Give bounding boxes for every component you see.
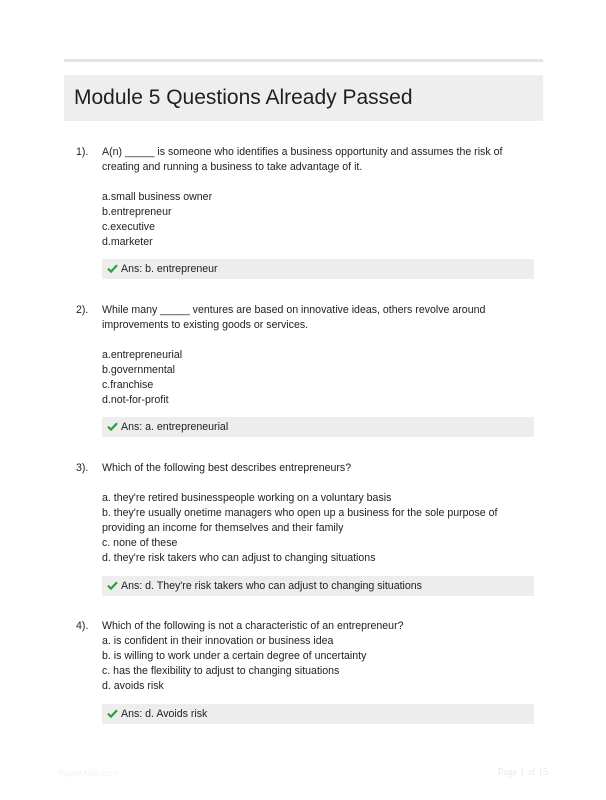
- question-text: Which of the following best describes entrepreneurs?: [102, 462, 352, 474]
- answer-box-1: [102, 259, 534, 279]
- question-text: While many _____ ventures are based on innovative ideas, others revolve around improvements to existing goods or services.: [102, 304, 486, 331]
- question-number: 4).: [76, 620, 89, 632]
- option-b: b.governmental: [102, 364, 176, 376]
- question-number: 3).: [76, 462, 89, 474]
- option-list: [102, 634, 536, 694]
- footer-watermark: PaperXBit.com: [58, 768, 119, 778]
- question-text: A(n) _____ is someone who identifies a business opportunity and assumes the risk of creating and running a business to take advantage of it.: [102, 146, 503, 173]
- option-list: [102, 491, 536, 566]
- option-c: c.franchise: [102, 379, 154, 391]
- title-banner: [64, 75, 543, 121]
- option-c: c. has the flexibility to adjust to changing situations: [102, 665, 340, 677]
- top-divider: [64, 59, 543, 62]
- answer-box-4: [102, 704, 534, 724]
- option-a: a.entrepreneurial: [102, 349, 183, 361]
- answer-box-3: [102, 576, 534, 596]
- option-b: b. they're usually onetime managers who open up a business for the sole purpose of providing an income for themselves and their family: [102, 507, 498, 534]
- option-c: c. none of these: [102, 537, 178, 549]
- answer-text: Ans: d. They're risk takers who can adjust to changing situations: [121, 580, 422, 592]
- answer-box-2: [102, 417, 534, 437]
- option-d: d. avoids risk: [102, 680, 164, 692]
- option-c: c.executive: [102, 221, 155, 233]
- page-number: Page 1 of 15: [497, 767, 548, 778]
- question-body: [102, 461, 536, 566]
- option-d: d. they're risk takers who can adjust to changing situations: [102, 552, 376, 564]
- check-icon: [107, 259, 119, 279]
- option-a: a. is confident in their innovation or business idea: [102, 635, 334, 647]
- page-title: Module 5 Questions Already Passed: [74, 86, 413, 109]
- question-text: Which of the following is not a characteristic of an entrepreneur?: [102, 620, 404, 632]
- answer-text: Ans: b. entrepreneur: [121, 263, 218, 275]
- option-b: b.entrepreneur: [102, 206, 172, 218]
- option-d: d.not-for-profit: [102, 394, 169, 406]
- question-number: 1).: [76, 146, 89, 158]
- question-number: 2).: [76, 304, 89, 316]
- check-icon: [107, 704, 119, 724]
- question-body: [102, 303, 536, 408]
- check-icon: [107, 417, 119, 437]
- option-a: a.small business owner: [102, 191, 213, 203]
- answer-text: Ans: d. Avoids risk: [121, 708, 208, 720]
- option-b: b. is willing to work under a certain degree of uncertainty: [102, 650, 367, 662]
- option-a: a. they're retired businesspeople working on a voluntary basis: [102, 492, 392, 504]
- question-body: [102, 619, 536, 694]
- option-list: [102, 348, 536, 408]
- question-body: [102, 145, 536, 250]
- option-d: d.marketer: [102, 236, 153, 248]
- option-list: [102, 190, 536, 250]
- answer-text: Ans: a. entrepreneurial: [121, 421, 229, 433]
- check-icon: [107, 576, 119, 596]
